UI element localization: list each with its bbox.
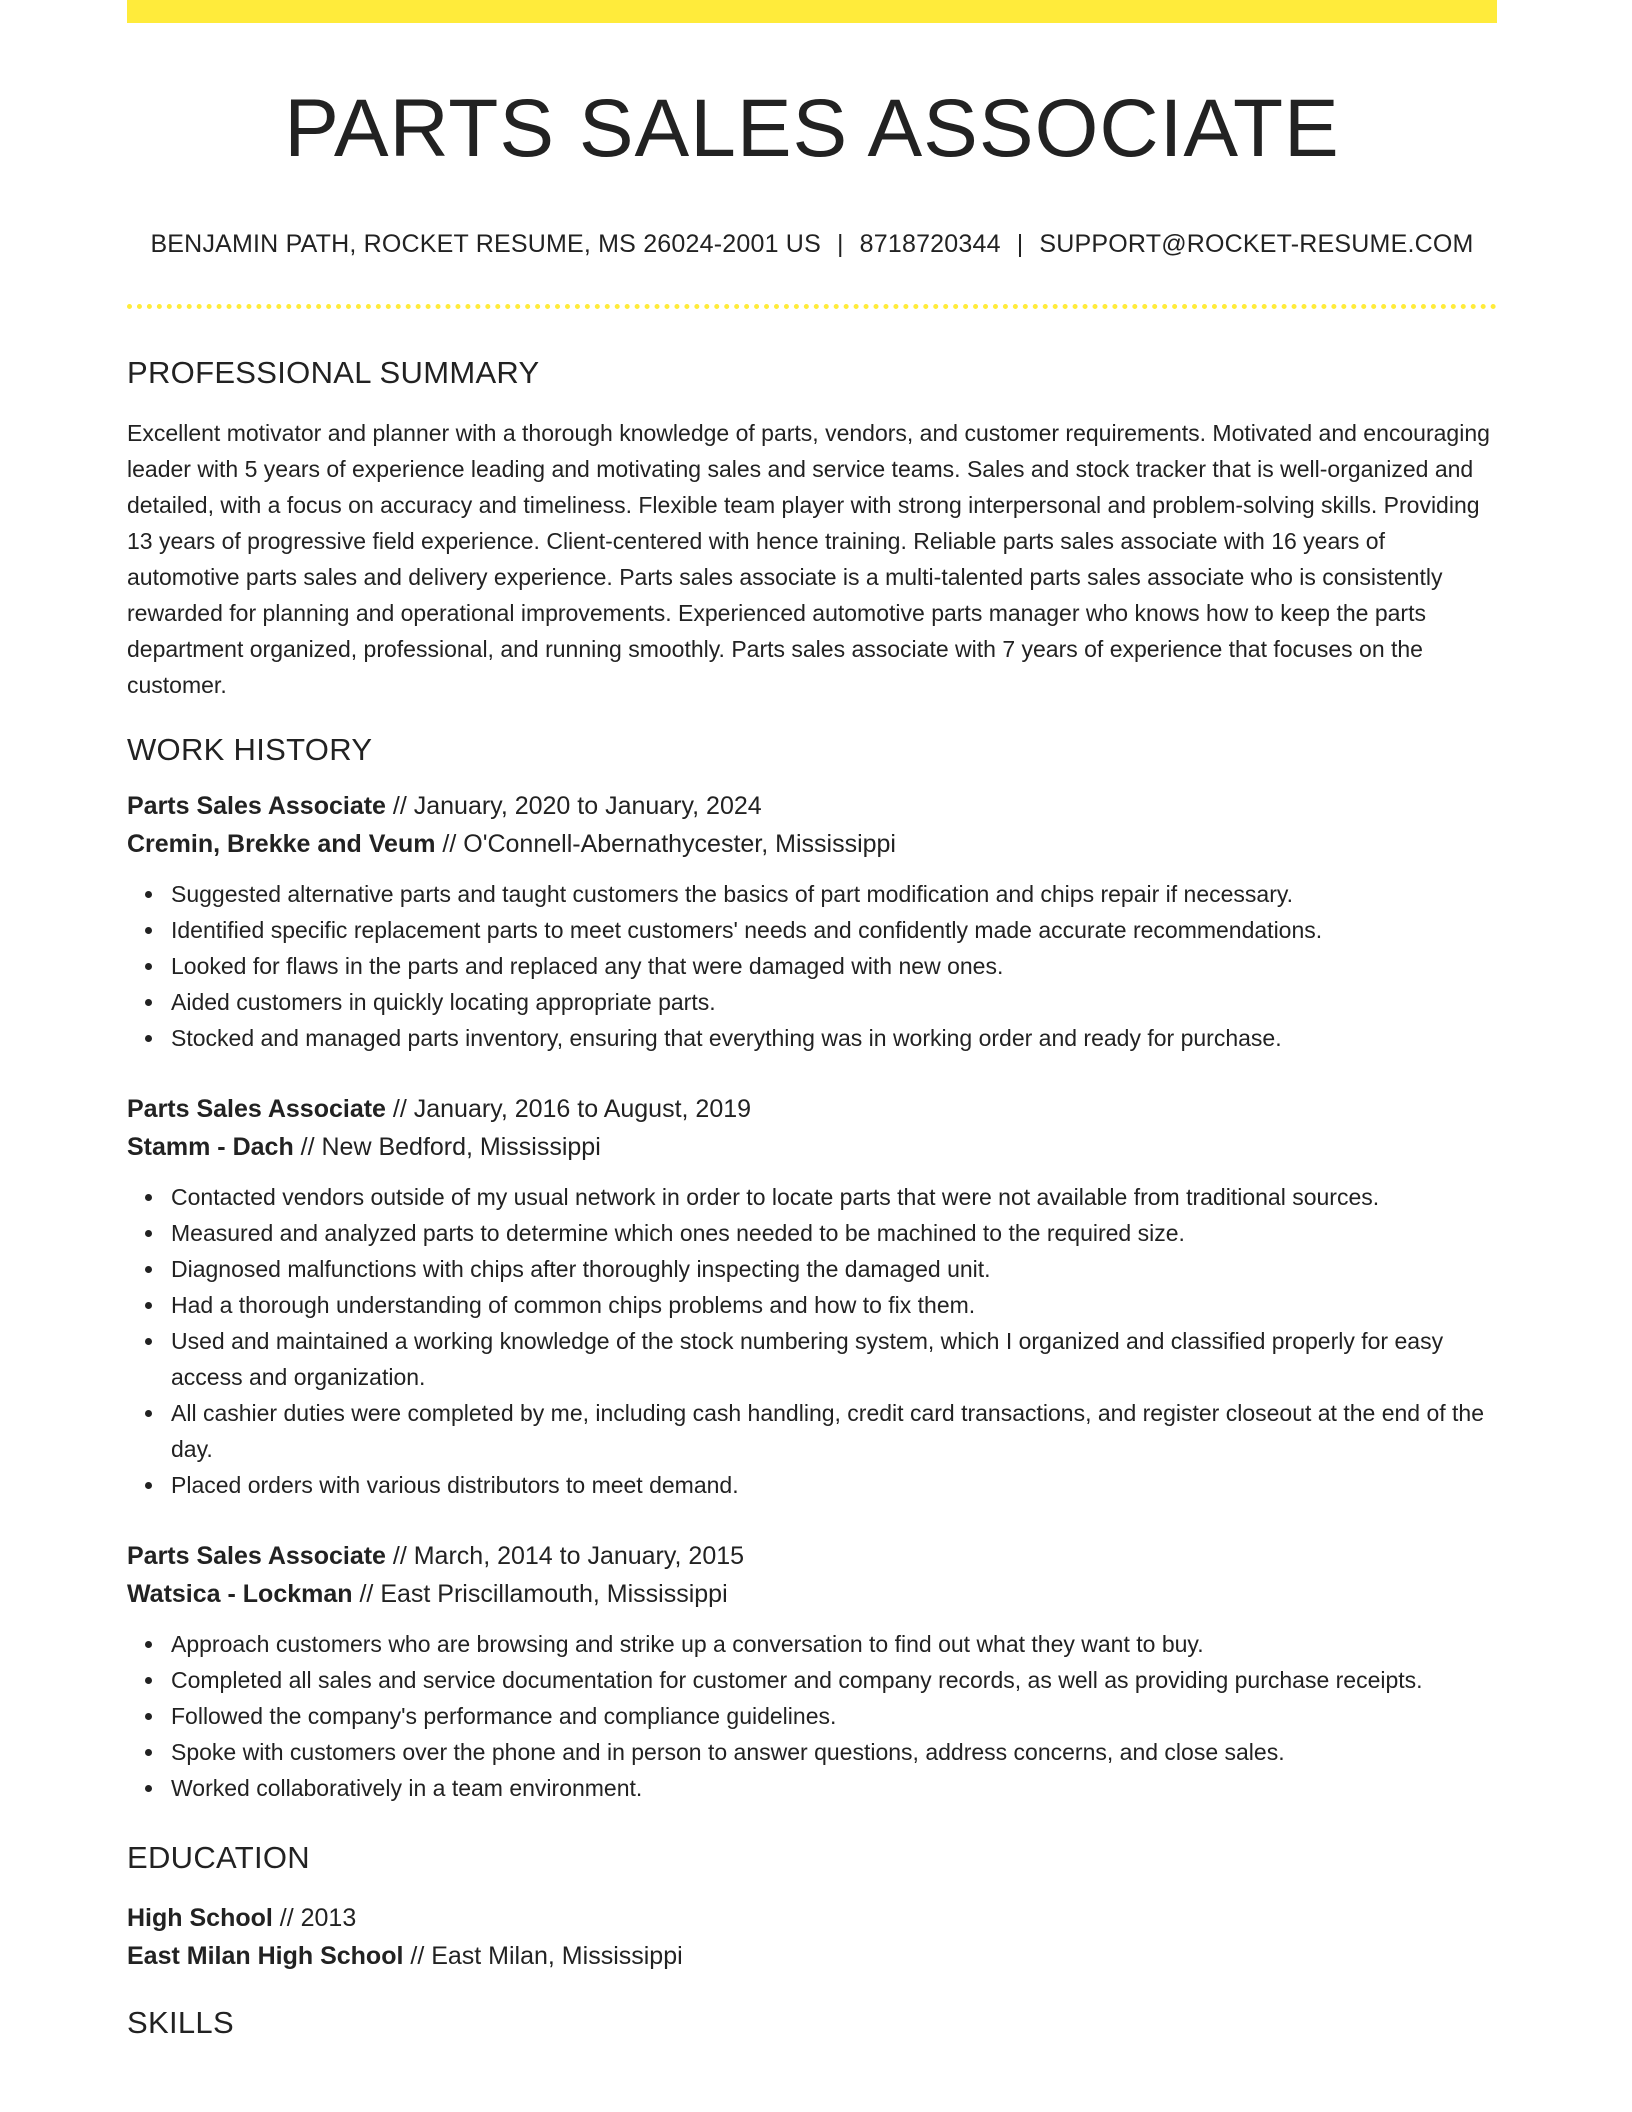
job-entry xyxy=(127,787,1497,1056)
education-degree: High School xyxy=(127,1904,273,1932)
job-bullet: Used and maintained a working knowledge of the stock numbering system, which I organized and classified properly for easy access and organization. xyxy=(127,1323,1497,1395)
job-dates: // January, 2020 to January, 2024 xyxy=(385,792,762,820)
contact-separator: | xyxy=(1016,230,1024,258)
contact-line xyxy=(127,229,1497,259)
job-bullet: Spoke with customers over the phone and in person to answer questions, address concerns, and close sales. xyxy=(127,1734,1497,1770)
job-bullet: Stocked and managed parts inventory, ensuring that everything was in working order and ready for purchase. xyxy=(127,1020,1497,1056)
contact-phone: 8718720344 xyxy=(859,230,1001,258)
job-company-line xyxy=(127,825,1497,863)
job-bullet: Looked for flaws in the parts and replaced any that were damaged with new ones. xyxy=(127,948,1497,984)
skills-heading: SKILLS xyxy=(127,2005,234,2040)
job-dates: // March, 2014 to January, 2015 xyxy=(385,1542,745,1570)
education-location: // East Milan, Mississippi xyxy=(403,1942,683,1970)
job-title: Parts Sales Associate xyxy=(127,792,386,820)
resume-page xyxy=(127,0,1497,2041)
job-bullet: All cashier duties were completed by me, including cash handling, credit card transactions, and register closeout at the end of the day. xyxy=(127,1395,1497,1467)
job-company-line xyxy=(127,1128,1497,1166)
job-location: // East Priscillamouth, Mississippi xyxy=(352,1580,728,1608)
job-bullet-list xyxy=(127,1179,1497,1503)
job-title: Parts Sales Associate xyxy=(127,1095,386,1123)
job-bullet: Aided customers in quickly locating appropriate parts. xyxy=(127,984,1497,1020)
job-title: Parts Sales Associate xyxy=(127,1542,386,1570)
job-title-line xyxy=(127,1090,1497,1128)
accent-top-bar xyxy=(127,0,1497,23)
job-bullet: Suggested alternative parts and taught customers the basics of part modification and chips repair if necessary. xyxy=(127,876,1497,912)
resume-title: PARTS SALES ASSOCIATE xyxy=(284,83,1340,174)
education-school: East Milan High School xyxy=(127,1942,404,1970)
job-bullet: Worked collaboratively in a team environment. xyxy=(127,1770,1497,1806)
job-bullet-list xyxy=(127,876,1497,1056)
education-school-line xyxy=(127,1937,1497,1975)
contact-email: SUPPORT@ROCKET-RESUME.COM xyxy=(1039,230,1474,258)
education-degree-line xyxy=(127,1899,1497,1937)
job-entry xyxy=(127,1537,1497,1806)
summary-heading: PROFESSIONAL SUMMARY xyxy=(127,355,540,390)
job-title-line xyxy=(127,1537,1497,1575)
job-bullet: Measured and analyzed parts to determine which ones needed to be machined to the required size. xyxy=(127,1215,1497,1251)
job-bullet: Diagnosed malfunctions with chips after thoroughly inspecting the damaged unit. xyxy=(127,1251,1497,1287)
summary-text: Excellent motivator and planner with a thorough knowledge of parts, vendors, and customer requirements. Motivated and encouraging leader with 5 years of experience leading and motivating sales and service teams. Sales and stock tracker that is well-organized and detailed, with a focus on accuracy and timeliness. Flexible team player with strong interpersonal and problem-solving skills. Providing 13 years of progressive field experience. Client-centered with hence training. Reliable parts sales associate with 16 years of automotive parts sales and delivery experience. Parts sales associate is a multi-talented parts sales associate who is consistently rewarded for planning and operational improvements. Experienced automotive parts manager who knows how to keep the parts department organized, professional, and running smoothly. Parts sales associate with 7 years of experience that focuses on the customer. xyxy=(127,420,1490,698)
job-bullet: Identified specific replacement parts to meet customers' needs and confidently made accurate recommendations. xyxy=(127,912,1497,948)
contact-separator: | xyxy=(836,230,844,258)
education-year: // 2013 xyxy=(272,1904,357,1932)
job-company: Stamm - Dach xyxy=(127,1133,294,1161)
job-dates: // January, 2016 to August, 2019 xyxy=(385,1095,752,1123)
job-location: // New Bedford, Mississippi xyxy=(293,1133,601,1161)
job-location: // O'Connell-Abernathycester, Mississippi xyxy=(435,830,896,858)
job-bullet-list xyxy=(127,1626,1497,1806)
job-bullet: Had a thorough understanding of common chips problems and how to fix them. xyxy=(127,1287,1497,1323)
job-company: Cremin, Brekke and Veum xyxy=(127,830,436,858)
job-title-line xyxy=(127,787,1497,825)
contact-address: BENJAMIN PATH, ROCKET RESUME, MS 26024-2001 US xyxy=(150,230,821,258)
job-bullet: Contacted vendors outside of my usual network in order to locate parts that were not available from traditional sources. xyxy=(127,1179,1497,1215)
job-bullet: Followed the company's performance and compliance guidelines. xyxy=(127,1698,1497,1734)
job-company: Watsica - Lockman xyxy=(127,1580,353,1608)
job-bullet: Completed all sales and service documentation for customer and company records, as well as providing purchase receipts. xyxy=(127,1662,1497,1698)
work-history-heading: WORK HISTORY xyxy=(127,732,373,767)
job-bullet: Placed orders with various distributors to meet demand. xyxy=(127,1467,1497,1503)
education-heading: EDUCATION xyxy=(127,1840,310,1875)
job-company-line xyxy=(127,1575,1497,1613)
job-bullet: Approach customers who are browsing and strike up a conversation to find out what they want to buy. xyxy=(127,1626,1497,1662)
job-entry xyxy=(127,1090,1497,1503)
dotted-divider xyxy=(127,304,1497,309)
